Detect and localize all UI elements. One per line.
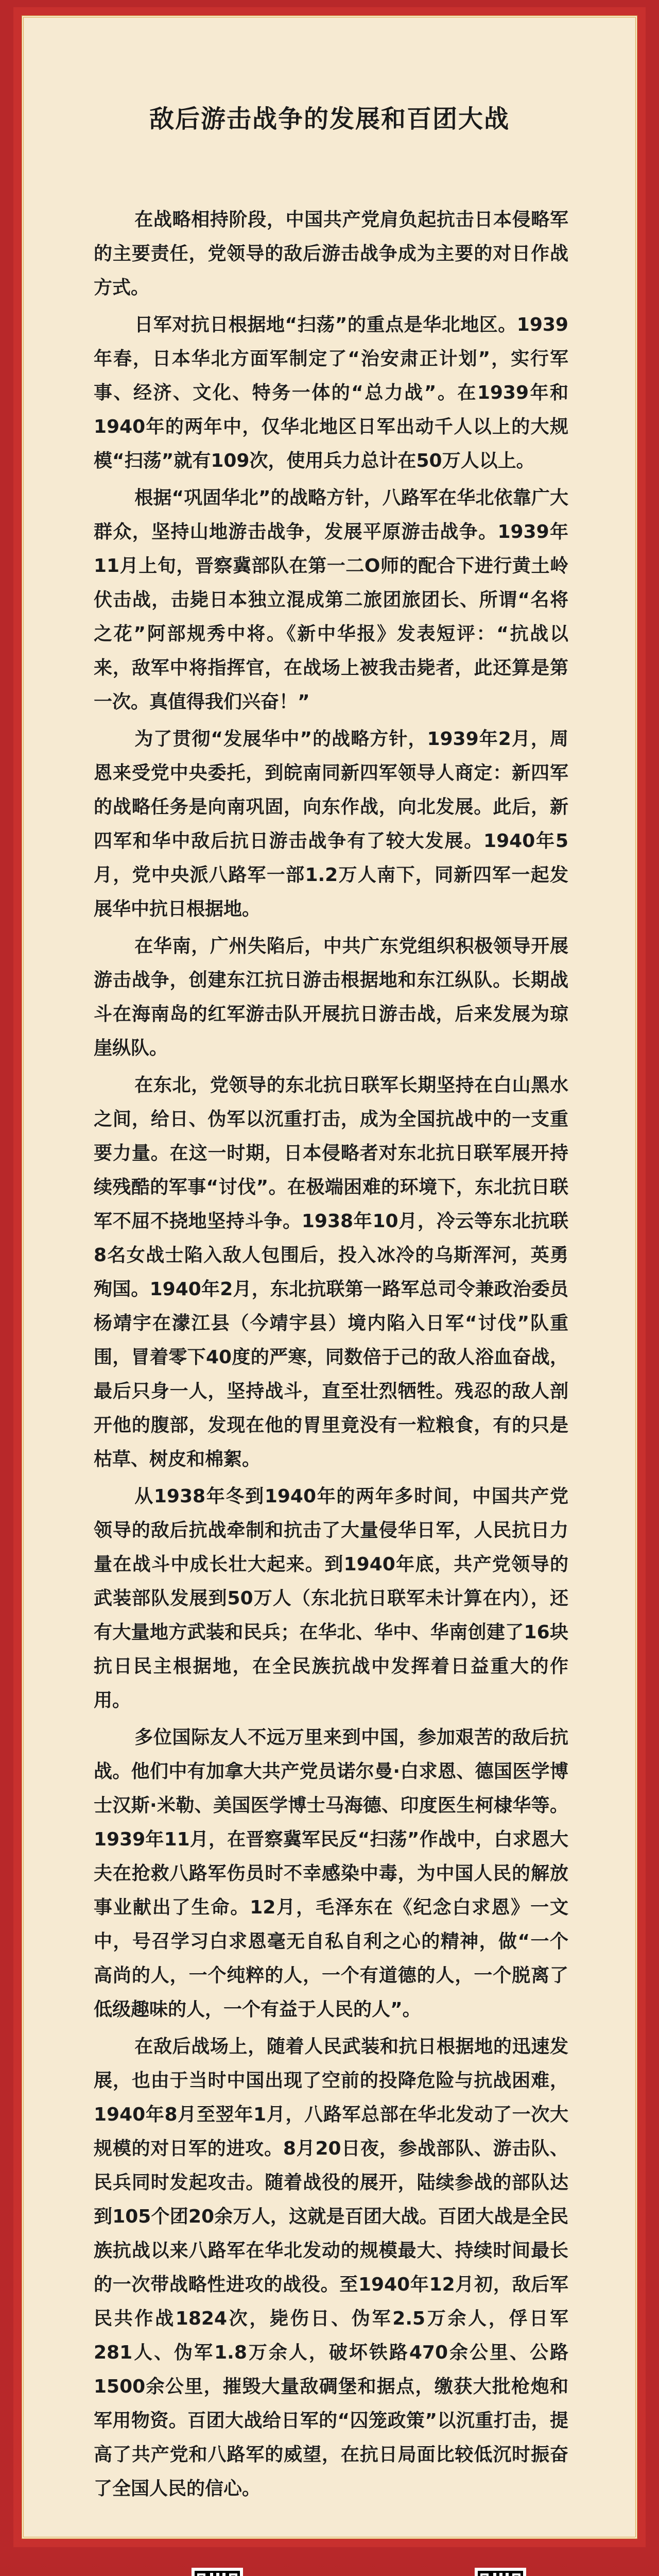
qr-left-title <box>250 2574 371 2576</box>
paragraph-2: 日军对抗日根据地“扫荡”的重点是华北地区。1939年春，日本华北方面军制定了“治安肃正计划”，实行军事、经济、文化、特务一体的“总力战”。在1939年和1940年的两年中，仅华北地区日军出动千人以上的大规模“扫荡”就有109次，使用兵力总计在50万人以上。 <box>94 314 568 471</box>
paragraph-4: 为了贯彻“发展华中”的战略方针，1939年2月，周恩来受党中央委托，到皖南同新四军领导人商定：新四军的战略任务是向南巩固，向东作战，向北发展。此后，新四军和华中敌后抗日游击战争有了较大发展。1940年5月，党中央派八路军一部1.2万人南下，同新四军一起发展华中抗日根据地。 <box>94 728 568 920</box>
red-frame <box>13 7 646 2547</box>
qr-right-title <box>533 2574 627 2576</box>
footer <box>0 2550 659 2576</box>
qr-code-icon <box>475 2568 526 2576</box>
article-body <box>94 203 568 2509</box>
qr-code-icon <box>192 2568 243 2576</box>
article-title: 敌后游击战争的发展和百团大战 <box>149 105 510 133</box>
paragraph-9: 在敌后战场上，随着人民武装和抗日根据地的迅速发展，也由于当时中国出现了空前的投降危险与抗战困难，1940年8月至翌年1月，八路军总部在华北发动了一次大规模的对日军的进攻。8月20日夜，参战部队、游击队、民兵同时发起攻击。随着战役的展开，陆续参战的部队达到105个团20余万人，这就是百团大战。百团大战是全民族抗战以来八路军在华北发动的规模最大、持续时间最长的一次带战略性进攻的战役。至1940年12月初，敌后军民共作战1824次，毙伤日、伪军2.5万余人，俘日军281人、伪军1.8万余人，破坏铁路470余公里、公路1500余公里，摧毁大量敌碉堡和据点，缴获大批枪炮和军用物资。百团大战给日军的“囚笼政策”以沉重打击，提高了共产党和八路军的威望，在抗日局面比较低沉时振奋了全国人民的信心。 <box>94 2036 568 2499</box>
article-paper <box>22 15 637 2539</box>
paragraph-3: 根据“巩固华北”的战略方针，八路军在华北依靠广大群众，坚持山地游击战争，发展平原游击战争。1939年11月上旬，晋察冀部队在第一二O师的配合下进行黄土岭伏击战，击毙日本独立混成第二旅团旅团长、所谓“名将之花”阿部规秀中将。《新中华报》发表短评：“抗战以来，敌军中将指挥官，在战场上被我击毙者，此还算是第一次。真值得我们兴奋！” <box>94 487 568 713</box>
paragraph-5: 在华南，广州失陷后，中共广东党组织积极领导开展游击战争，创建东江抗日游击根据地和东江纵队。长期战斗在海南岛的红军游击队开展抗日游击战，后来发展为琼崖纵队。 <box>94 936 568 1059</box>
paragraph-8: 多位国际友人不远万里来到中国，参加艰苦的敌后抗战。他们中有加拿大共产党员诺尔曼·白求恩、德国医学博士汉斯·米勒、美国医学博士马海德、印度医生柯棣华等。1939年11月，在晋察冀军民反“扫荡”作战中，白求恩大夫在抢救八路军伤员时不幸感染中毒，为中国人民的解放事业献出了生命。12月，毛泽东在《纪念白求恩》一文中，号召学习白求恩毫无自私自利之心的精神，做“一个高尚的人，一个纯粹的人，一个有道德的人，一个脱离了低级趣味的人，一个有益于人民的人”。 <box>94 1727 568 2020</box>
paragraph-6: 在东北，党领导的东北抗日联军长期坚持在白山黑水之间，给日、伪军以沉重打击，成为全国抗战中的一支重要力量。在这一时期，日本侵略者对东北抗日联军展开持续残酷的军事“讨伐”。在极端困难的环境下，东北抗日联军不屈不挠地坚持斗争。1938年10月，冷云等东北抗联8名女战士陷入敌人包围后，投入冰冷的乌斯浑河，英勇殉国。1940年2月，东北抗联第一路军总司令兼政治委员杨靖宇在濛江县（今靖宇县）境内陷入日军“讨伐”队重围，冒着零下40度的严寒，同数倍于己的敌人浴血奋战，最后只身一人，坚持战斗，直至壮烈牺牲。残忍的敌人剖开他的腹部，发现在他的胃里竟没有一粒粮食，有的只是枯草、树皮和棉絮。 <box>94 1075 568 1470</box>
paragraph-1: 在战略相持阶段，中国共产党肩负起抗击日本侵略军的主要责任，党领导的敌后游击战争成为主要的对日作战方式。 <box>94 209 568 298</box>
paragraph-7: 从1938年冬到1940年的两年多时间，中国共产党领导的敌后抗战牵制和抗击了大量侵华日军，人民抗日力量在战斗中成长壮大起来。到1940年底，共产党领导的武装部队发展到50万人（东北抗日联军未计算在内），还有大量地方武装和民兵；在华北、华中、华南创建了16块抗日民主根据地，在全民族抗战中发挥着日益重大的作用。 <box>94 1486 568 1711</box>
